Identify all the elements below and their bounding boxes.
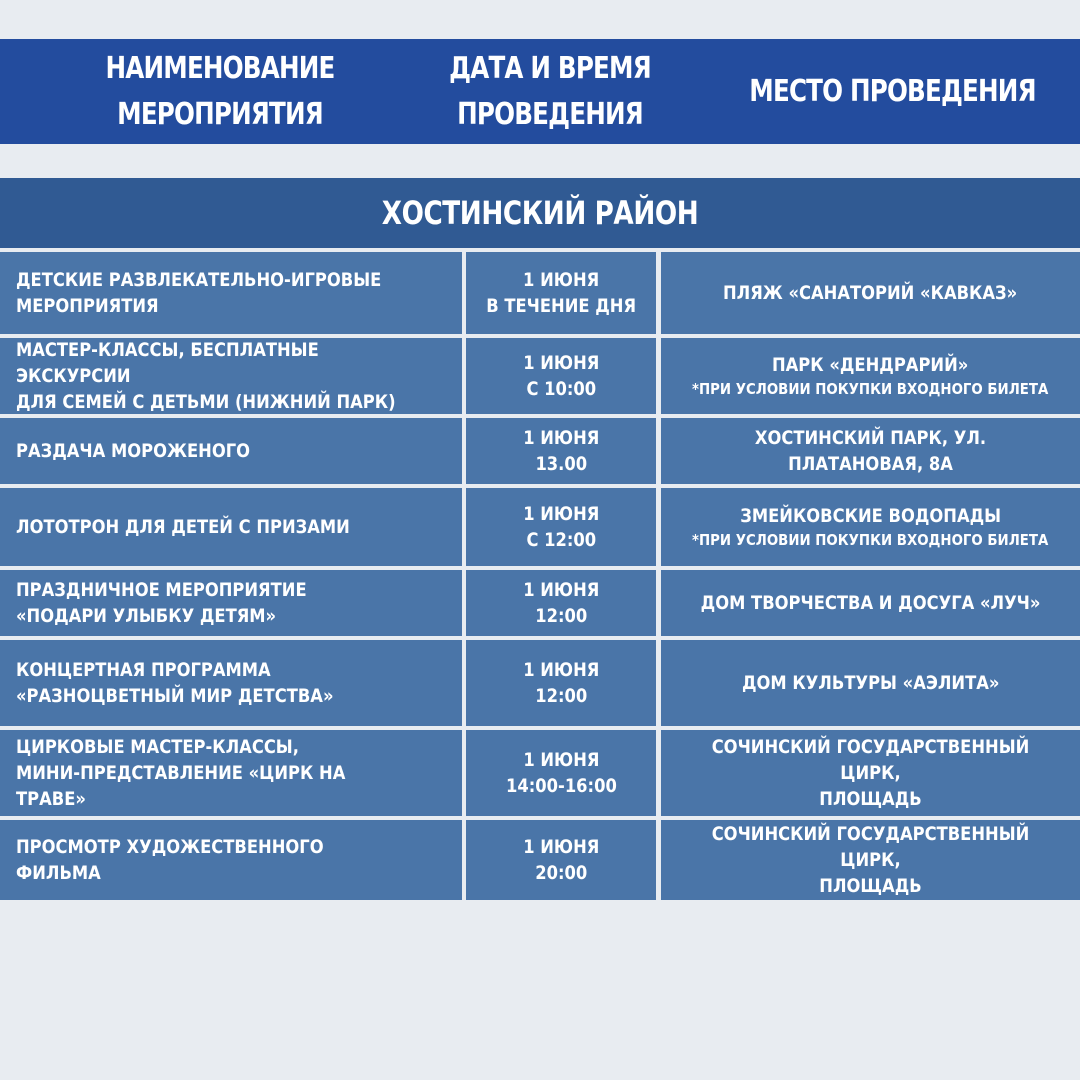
- table-row: [0, 820, 1080, 900]
- date-cell: [466, 338, 656, 414]
- table-row: [0, 338, 1080, 414]
- event-cell: [0, 640, 462, 726]
- event-venue: ПАРК «ДЕНДРАРИЙ»: [772, 354, 969, 376]
- event-name: ЛОТОТРОН ДЛЯ ДЕТЕЙ С ПРИЗАМИ: [16, 516, 350, 538]
- event-date: 1 ИЮНЯ 20:00: [522, 836, 600, 884]
- district-title: ХОСТИНСКИЙ РАЙОН: [381, 194, 699, 232]
- event-cell: [0, 338, 462, 414]
- event-venue: ЗМЕЙКОВСКИЕ ВОДОПАДЫ: [740, 505, 1001, 527]
- date-cell: [466, 418, 656, 484]
- venue-cell: [661, 418, 1080, 484]
- date-cell: [466, 252, 656, 334]
- event-venue: СОЧИНСКИЙ ГОСУДАРСТВЕННЫЙ ЦИРК, ПЛОЩАДЬ: [711, 823, 1030, 897]
- event-venue: ДОМ КУЛЬТУРЫ «АЭЛИТА»: [741, 672, 1000, 694]
- event-name: ПРАЗДНИЧНОЕ МЕРОПРИЯТИЕ «ПОДАРИ УЛЫБКУ ДЕТЯМ»: [16, 579, 307, 627]
- table-row: [0, 488, 1080, 566]
- event-name: ПРОСМОТР ХУДОЖЕСТВЕННОГО ФИЛЬМА: [16, 836, 324, 884]
- event-cell: [0, 488, 462, 566]
- event-date: 1 ИЮНЯ 12:00: [522, 659, 600, 707]
- event-name: ЦИРКОВЫЕ МАСТЕР-КЛАССЫ, МИНИ-ПРЕДСТАВЛЕНИЕ «ЦИРК НА ТРАВЕ»: [16, 736, 346, 810]
- event-name: ДЕТСКИЕ РАЗВЛЕКАТЕЛЬНО-ИГРОВЫЕ МЕРОПРИЯТИЯ: [16, 269, 382, 317]
- event-date: 1 ИЮНЯ 13.00: [522, 427, 600, 475]
- date-cell: [466, 570, 656, 636]
- table-header: [0, 39, 1080, 144]
- header-event-name: НАИМЕНОВАНИЕ МЕРОПРИЯТИЯ: [105, 50, 335, 132]
- event-date: 1 ИЮНЯ 12:00: [522, 579, 600, 627]
- date-cell: [466, 730, 656, 816]
- header-venue: МЕСТО ПРОВЕДЕНИЯ: [749, 73, 1036, 109]
- table-row: [0, 640, 1080, 726]
- event-date: 1 ИЮНЯ 14:00-16:00: [505, 749, 617, 797]
- event-name: МАСТЕР-КЛАССЫ, БЕСПЛАТНЫЕ ЭКСКУРСИИ ДЛЯ СЕМЕЙ С ДЕТЬМИ (НИЖНИЙ ПАРК): [16, 339, 396, 413]
- event-venue: ДОМ ТВОРЧЕСТВА И ДОСУГА «ЛУЧ»: [700, 592, 1041, 614]
- venue-cell: [661, 730, 1080, 816]
- event-venue: ХОСТИНСКИЙ ПАРК, УЛ. ПЛАТАНОВАЯ, 8А: [754, 427, 987, 475]
- date-cell: [466, 640, 656, 726]
- date-cell: [466, 488, 656, 566]
- event-venue: ПЛЯЖ «САНАТОРИЙ «КАВКАЗ»: [723, 282, 1018, 304]
- event-name: КОНЦЕРТНАЯ ПРОГРАММА «РАЗНОЦВЕТНЫЙ МИР ДЕТСТВА»: [16, 659, 334, 707]
- header-date-time: ДАТА И ВРЕМЯ ПРОВЕДЕНИЯ: [449, 50, 651, 132]
- district-title-bar: [0, 178, 1080, 248]
- venue-cell: [661, 640, 1080, 726]
- table-row: [0, 252, 1080, 334]
- event-cell: [0, 820, 462, 900]
- venue-cell: [661, 570, 1080, 636]
- event-date: 1 ИЮНЯ С 10:00: [522, 352, 600, 400]
- table-row: [0, 730, 1080, 816]
- event-date: 1 ИЮНЯ В ТЕЧЕНИЕ ДНЯ: [486, 269, 636, 317]
- table-row: [0, 570, 1080, 636]
- venue-cell: [661, 488, 1080, 566]
- event-venue: СОЧИНСКИЙ ГОСУДАРСТВЕННЫЙ ЦИРК, ПЛОЩАДЬ: [711, 736, 1030, 810]
- event-name: РАЗДАЧА МОРОЖЕНОГО: [16, 440, 251, 462]
- event-cell: [0, 252, 462, 334]
- event-cell: [0, 730, 462, 816]
- event-date: 1 ИЮНЯ С 12:00: [522, 503, 600, 551]
- date-cell: [466, 820, 656, 900]
- ticket-note: *ПРИ УСЛОВИИ ПОКУПКИ ВХОДНОГО БИЛЕТА: [692, 380, 1049, 398]
- ticket-note: *ПРИ УСЛОВИИ ПОКУПКИ ВХОДНОГО БИЛЕТА: [692, 531, 1049, 549]
- venue-cell: [661, 338, 1080, 414]
- event-cell: [0, 418, 462, 484]
- event-cell: [0, 570, 462, 636]
- table-row: [0, 418, 1080, 484]
- venue-cell: [661, 820, 1080, 900]
- venue-cell: [661, 252, 1080, 334]
